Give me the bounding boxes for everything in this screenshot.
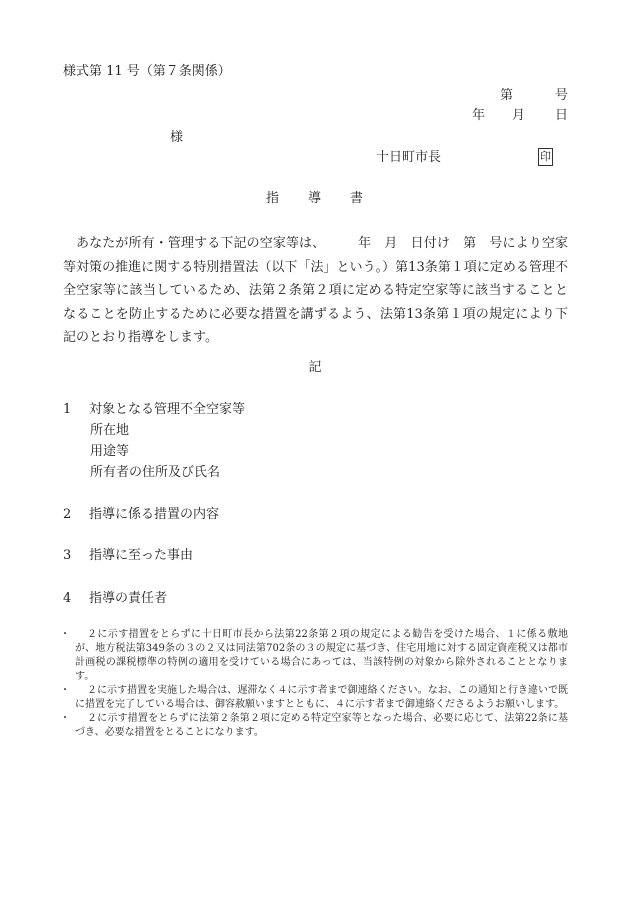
section-2 [63,507,219,523]
section-3 [63,548,193,564]
note-text: ２に示す措置を実施した場合は、遅滞なく４に示す者まで御連絡ください。なお、この通知と行き違いで既に措置を完了している場合は、御容赦願いますとともに、４に示す者まで御連絡くださるようお願いします。 [75,685,568,710]
note-item [60,684,568,712]
document-title: 指 導 書 [265,191,364,206]
date-year: 年 [472,108,486,123]
section-title: 指導に至った事由 [89,548,194,563]
date-month: 月 [512,108,526,123]
seal-mark: 印 [538,148,553,166]
form-number: 様式第 11 号（第７条関係） [63,64,231,79]
body-text: あなたが所有・管理する下記の空家等は、 年 月 日付け 第 号により空家等対策の推進に関する特別措置法（以下「法」という。）第13条第１項に定める管理不全空家等に該当しているため、法第２条第２項に定める特定空家等に該当することとなることを防止するために必要な措置を講ずるよう、法第13条第１項の規定により下記のとおり指導をします。 [63,236,568,345]
date-day: 日 [555,108,569,123]
section-4 [63,591,167,607]
section-number: 2 [63,507,72,522]
note-bullet: ・ [60,629,70,640]
note-bullet: ・ [60,713,70,724]
ki-heading: 記 [308,360,322,375]
note-text: ２に示す措置をとらずに十日町市長から法第22条第２項の規定による勧告を受けた場合、１に係る敷地が、地方税法第349条の３の２又は同法第702条の３の規定に基づき、住宅用地に対する固定資産税又は都市計画税の課税標準の特例の適用を受けている場合にあっては、当該特例の対象から除外されることとなります。 [75,629,568,682]
target-item-usage: 用途等 [90,444,130,459]
section-title: 指導に係る措置の内容 [89,507,220,522]
note-bullet: ・ [60,685,70,696]
target-item-location: 所在地 [90,423,130,438]
doc-number-dai: 第 [500,88,514,103]
section-title: 指導の責任者 [89,591,168,606]
body-paragraph [63,232,568,350]
section-number: 3 [63,548,72,563]
section-1 [63,402,245,418]
note-item [60,712,568,740]
issuer-name: 十日町市長 [376,150,442,165]
note-item [60,628,568,684]
note-text: ２に示す措置をとらずに法第２条第２項に定める特定空家等となった場合、必要に応じて、法第22条に基づき、必要な措置をとることになります。 [75,713,568,738]
section-number: 4 [63,591,72,606]
target-item-owner: 所有者の住所及び氏名 [90,465,221,480]
addressee-suffix: 様 [170,130,184,145]
notes-list [60,628,568,740]
section-title: 対象となる管理不全空家等 [89,402,246,417]
section-number: 1 [63,402,72,417]
doc-number-go: 号 [555,88,569,103]
